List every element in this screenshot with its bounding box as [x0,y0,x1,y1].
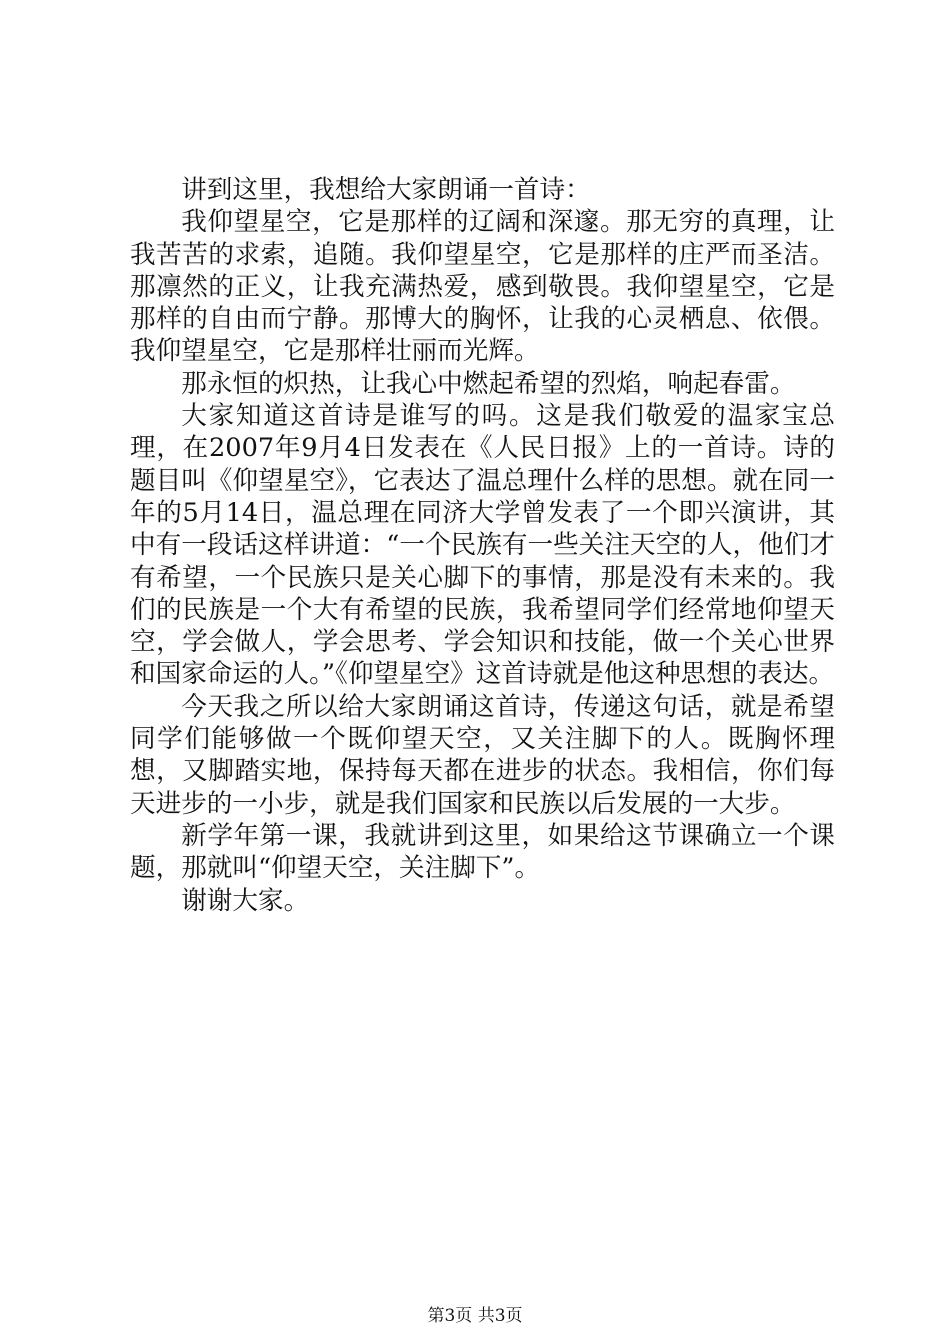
document-body [130,174,835,917]
paragraph-poem-author: 大家知道这首诗是谁写的吗。这是我们敬爱的温家宝总理，在2007年9月4日发表在《人民日报》上的一首诗。诗的题目叫《仰望星空》，它表达了温总理什么样的思想。就在同一年的5月14日，温总理在同济大学曾发表了一个即兴演讲，其中有一段话这样讲道：“一个民族有一些关注天空的人，他们才有希望，一个民族只是关心脚下的事情，那是没有未来的。我们的民族是一个大有希望的民族，我希望同学们经常地仰望天空，学会做人，学会思考、学会知识和技能，做一个关心世界和国家命运的人。”《仰望星空》这首诗就是他这种思想的表达。 [130,401,835,690]
paragraph-poem-ending: 那永恒的炽热，让我心中燃起希望的烈焰，响起春雷。 [181,368,796,399]
page-number-footer: 第3页 共3页 [427,1306,523,1326]
paragraph-purpose: 今天我之所以给大家朗诵这首诗，传递这句话，就是希望同学们能够做一个既仰望天空，又关注脚下的人。既胸怀理想，又脚踏实地，保持每天都在进步的状态。我相信，你们每天进步的一小步，就是我们国家和民族以后发展的一大步。 [130,691,835,819]
paragraph-thanks: 谢谢大家。 [181,885,310,916]
paragraph-poem: 我仰望星空，它是那样的辽阔和深邃。那无穷的真理，让我苦苦的求索，追随。我仰望星空，它是那样的庄严而圣洁。那凛然的正义，让我充满热爱，感到敬畏。我仰望星空，它是那样的自由而宁静。那博大的胸怀，让我的心灵栖息、依偎。我仰望星空，它是那样壮丽而光辉。 [130,207,835,367]
paragraph-intro: 讲到这里，我想给大家朗诵一首诗： [181,175,591,205]
paragraph-topic: 新学年第一课，我就讲到这里，如果给这节课确立一个课题，那就叫“仰望天空，关注脚下”。 [130,820,835,884]
